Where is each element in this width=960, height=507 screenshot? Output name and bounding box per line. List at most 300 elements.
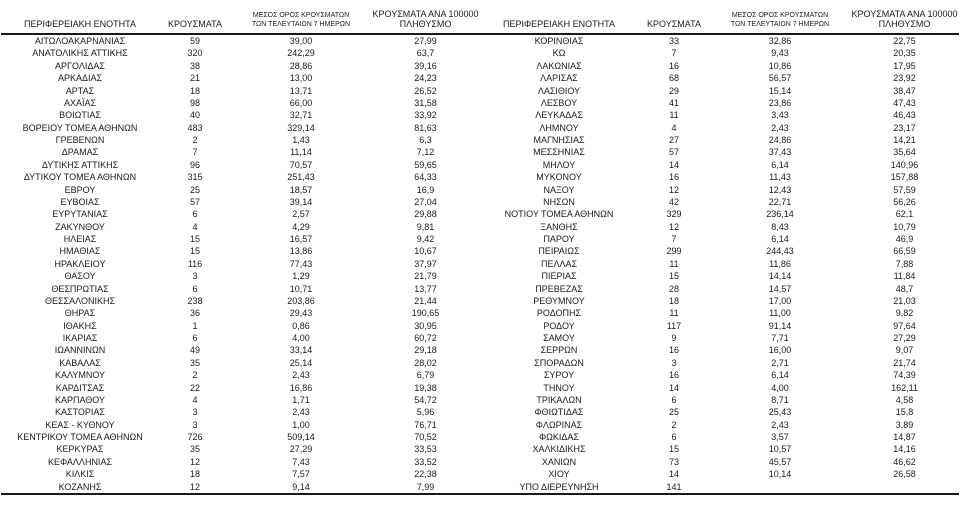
table-row xyxy=(480,332,959,344)
region-name: ΦΘΙΩΤΙΔΑΣ xyxy=(534,407,584,418)
cases-value: 483 xyxy=(187,122,203,133)
region-name: ΧΑΝΙΩΝ xyxy=(541,456,577,467)
column-header-line: ΠΛΗΘΥΣΜΟ xyxy=(399,19,452,29)
avg7-value: 2,43 xyxy=(771,122,789,133)
table-row xyxy=(1,344,480,356)
table-header-left xyxy=(1,9,480,34)
table-row xyxy=(480,184,959,196)
region-name: ΝΟΤΙΟΥ ΤΟΜΕΑ ΑΘΗΝΩΝ xyxy=(504,209,614,220)
avg7-value: 6,14 xyxy=(771,234,789,244)
cases-value: 25 xyxy=(189,184,200,195)
avg7-value: 16,00 xyxy=(768,345,792,356)
cases-value: 3 xyxy=(192,407,198,418)
avg7-value: 2,43 xyxy=(292,370,310,381)
per100k-value: 29,18 xyxy=(414,345,437,356)
cases-value: 15 xyxy=(668,444,679,455)
avg7-value: 11,14 xyxy=(290,147,312,158)
region-name: ΡΕΘΥΜΝΟΥ xyxy=(533,295,585,306)
per100k-value: 7,12 xyxy=(416,147,435,158)
per100k-value: 60,72 xyxy=(414,333,437,343)
per100k-value: 10,67 xyxy=(414,246,437,257)
column-header-line: ΠΛΗΘΥΣΜΟ xyxy=(878,19,931,29)
per100k-value: 17,95 xyxy=(893,60,916,71)
table-header-right xyxy=(480,9,959,34)
table-row xyxy=(1,146,480,158)
cases-value: 96 xyxy=(189,159,200,170)
region-name: ΚΑΛΥΜΝΟΥ xyxy=(54,370,106,381)
region-name: ΝΗΣΩΝ xyxy=(543,196,575,207)
region-name: ΛΕΥΚΑΔΑΣ xyxy=(535,110,583,121)
per100k-value: 57,59 xyxy=(893,184,916,195)
region-name: ΗΡΑΚΛΕΙΟΥ xyxy=(54,258,106,269)
avg7-value: 16,57 xyxy=(289,234,313,244)
avg7-value: 203,86 xyxy=(287,295,315,306)
avg7-value: 329,14 xyxy=(287,122,315,133)
table-row xyxy=(480,47,959,59)
table-row xyxy=(480,245,959,257)
avg7-value: 70,57 xyxy=(289,159,313,170)
per100k-value: 23,17 xyxy=(893,122,916,133)
cases-value: 329 xyxy=(666,209,682,220)
cases-value: 2 xyxy=(671,419,677,430)
cases-value: 7 xyxy=(671,48,677,59)
table-row xyxy=(1,320,480,332)
avg7-value: 3,57 xyxy=(771,432,789,442)
avg7-value: 242,29 xyxy=(287,48,315,59)
table-row xyxy=(1,481,480,494)
region-name: ΚΑΒΑΛΑΣ xyxy=(59,357,101,368)
avg7-value: 37,43 xyxy=(768,147,792,158)
per100k-value: 27,99 xyxy=(414,36,437,46)
region-name: ΛΗΜΝΟΥ xyxy=(539,122,579,133)
per100k-value: 46,9 xyxy=(895,234,914,244)
cases-value: 1 xyxy=(192,320,198,331)
avg7-value: 28,86 xyxy=(289,60,313,71)
table-row xyxy=(480,258,959,270)
header-row xyxy=(480,9,959,34)
per100k-value: 64,33 xyxy=(414,172,437,183)
table-row xyxy=(1,332,480,344)
table-row xyxy=(1,369,480,381)
table-row xyxy=(480,307,959,319)
table-row xyxy=(1,34,480,47)
avg7-value: 32,86 xyxy=(768,36,792,46)
per100k-value: 48,7 xyxy=(895,283,914,294)
avg7-value: 10,71 xyxy=(289,283,313,294)
region-name: ΠΙΕΡΙΑΣ xyxy=(541,271,577,282)
table-row xyxy=(1,109,480,121)
region-name: ΙΩΑΝΝΙΝΩΝ xyxy=(54,345,106,356)
region-name: ΚΩ xyxy=(552,48,566,59)
per100k-value: 21,74 xyxy=(893,357,916,368)
table-row xyxy=(480,369,959,381)
cases-value: 57 xyxy=(668,147,679,158)
per100k-value: 157,88 xyxy=(890,172,919,183)
region-name: ΒΟΙΩΤΙΑΣ xyxy=(59,110,101,121)
region-name: ΔΥΤΙΚΟΥ ΤΟΜΕΑ ΑΘΗΝΩΝ xyxy=(23,172,137,183)
avg7-value: 25,14 xyxy=(289,357,313,368)
avg7-value: 9,14 xyxy=(292,481,310,492)
region-table-left xyxy=(1,9,480,495)
cases-value: 29 xyxy=(668,85,679,96)
table-row xyxy=(480,34,959,47)
cases-value: 33 xyxy=(668,36,679,46)
region-name: ΣΥΡΟΥ xyxy=(543,370,575,381)
table-row xyxy=(480,208,959,220)
table-row xyxy=(1,122,480,134)
avg7-value: 0,86 xyxy=(292,320,310,331)
region-name: ΚΑΡΔΙΤΣΑΣ xyxy=(55,382,105,393)
cases-value: 726 xyxy=(187,432,203,442)
per100k-value: 162,11 xyxy=(891,382,918,393)
table-row xyxy=(1,245,480,257)
cases-value: 12 xyxy=(668,221,679,232)
table-row xyxy=(480,295,959,307)
avg7-value: 12,43 xyxy=(768,184,792,195)
avg7-value: 11,00 xyxy=(769,308,791,319)
avg7-value: 236,14 xyxy=(766,209,794,220)
region-name: ΣΕΡΡΩΝ xyxy=(540,345,578,356)
per100k-value: 21,03 xyxy=(893,295,916,306)
per100k-value: 35,64 xyxy=(893,147,916,158)
region-name: ΕΥΡΥΤΑΝΙΑΣ xyxy=(52,209,108,220)
cases-value: 49 xyxy=(189,345,200,356)
cases-value: 40 xyxy=(189,110,200,121)
table-row xyxy=(1,72,480,84)
table-row xyxy=(1,60,480,72)
region-name: ΡΟΔΟΥ xyxy=(543,320,575,331)
column-header-line: ΜΕΣΟΣ ΟΡΟΣ ΚΡΟΥΣΜΑΤΩΝ xyxy=(731,12,829,19)
table-row xyxy=(1,208,480,220)
table-row xyxy=(1,233,480,245)
region-name: ΕΥΒΟΙΑΣ xyxy=(60,196,100,207)
table-row xyxy=(480,481,959,494)
avg7-value: 2,43 xyxy=(292,407,310,418)
column-header-per100k xyxy=(371,9,480,34)
table-row xyxy=(480,60,959,72)
cases-value: 36 xyxy=(189,308,200,319)
avg7-value: 244,43 xyxy=(766,246,794,257)
region-name: ΘΕΣΣΑΛΟΝΙΚΗΣ xyxy=(44,295,116,306)
per100k-value: 22,38 xyxy=(414,469,437,480)
per100k-value: 7,88 xyxy=(895,258,914,269)
column-header-avg7 xyxy=(231,9,371,34)
region-name: ΖΑΚΥΝΘΟΥ xyxy=(55,221,105,232)
avg7-value: 1,43 xyxy=(292,135,310,145)
cases-value: 117 xyxy=(666,320,682,331)
region-name: ΤΡΙΚΑΛΩΝ xyxy=(536,394,582,405)
region-name: ΚΑΣΤΟΡΙΑΣ xyxy=(55,407,105,418)
cases-value: 98 xyxy=(189,97,200,108)
per100k-value: 28,02 xyxy=(414,357,437,368)
region-name: ΘΑΣΟΥ xyxy=(64,271,96,282)
avg7-value: 23,86 xyxy=(768,97,792,108)
region-name: ΝΑΞΟΥ xyxy=(543,184,575,195)
cases-value: 4 xyxy=(192,221,198,232)
avg7-value: 39,14 xyxy=(289,196,313,207)
per100k-value: 6,79 xyxy=(416,370,435,381)
table-row xyxy=(1,443,480,455)
region-name: ΛΕΣΒΟΥ xyxy=(540,97,578,108)
avg7-value: 16,86 xyxy=(289,382,313,393)
table-row xyxy=(480,221,959,233)
per100k-value: 37,97 xyxy=(414,258,437,269)
region-name: ΤΗΝΟΥ xyxy=(543,382,575,393)
per100k-value: 5,96 xyxy=(416,407,435,418)
avg7-value: 1,29 xyxy=(292,271,310,282)
avg7-value: 4,29 xyxy=(292,221,310,232)
cases-value: 68 xyxy=(668,73,679,84)
table-row xyxy=(1,258,480,270)
avg7-value: 39,00 xyxy=(289,36,313,46)
per100k-value: 29,88 xyxy=(414,209,437,220)
table-row xyxy=(1,196,480,208)
per100k-value: 66,59 xyxy=(893,246,916,257)
region-name: ΑΧΑΪΑΣ xyxy=(63,97,97,108)
table-row xyxy=(480,443,959,455)
avg7-value: 32,71 xyxy=(289,110,313,121)
per100k-value: 14,21 xyxy=(893,135,916,145)
region-name: ΠΕΛΛΑΣ xyxy=(540,258,578,269)
region-name: ΜΕΣΣΗΝΙΑΣ xyxy=(533,147,585,158)
cases-value: 22 xyxy=(189,382,200,393)
cases-value: 18 xyxy=(189,85,200,96)
table-row xyxy=(480,357,959,369)
region-name: ΛΑΣΙΘΙΟΥ xyxy=(537,85,581,96)
per100k-value xyxy=(850,481,959,494)
region-name: ΓΡΕΒΕΝΩΝ xyxy=(55,135,105,145)
cases-value: 7 xyxy=(192,147,198,158)
avg7-value: 2,57 xyxy=(292,209,310,220)
column-header-avg7 xyxy=(710,9,850,34)
per100k-value: 9,42 xyxy=(416,234,435,244)
per100k-value: 20,35 xyxy=(893,48,916,59)
avg7-value: 10,57 xyxy=(768,444,792,455)
per100k-value: 190,65 xyxy=(411,308,440,319)
avg7-value: 2,43 xyxy=(771,419,789,430)
table-row xyxy=(1,171,480,183)
cases-value: 2 xyxy=(192,370,198,381)
table-row xyxy=(1,406,480,418)
table-row xyxy=(1,159,480,171)
region-name: ΜΗΛΟΥ xyxy=(542,159,576,170)
column-header-line: ΚΡΟΥΣΜΑΤΑ ΑΝΑ 100000 xyxy=(372,9,479,19)
table-row xyxy=(1,47,480,59)
table-row xyxy=(1,85,480,97)
cases-value: 116 xyxy=(187,258,203,269)
column-header-line: ΜΕΣΟΣ ΟΡΟΣ ΚΡΟΥΣΜΑΤΩΝ xyxy=(252,12,350,19)
region-name: ΜΑΓΝΗΣΙΑΣ xyxy=(533,135,585,145)
per100k-value: 16,9 xyxy=(416,184,435,195)
avg7-value: 3,43 xyxy=(771,110,789,121)
avg7-value: 7,71 xyxy=(771,333,789,343)
avg7-value: 13,00 xyxy=(289,73,313,84)
per100k-value: 76,71 xyxy=(414,419,437,430)
region-name: ΚΕΦΑΛΛΗΝΙΑΣ xyxy=(47,456,113,467)
cases-value: 320 xyxy=(187,48,203,59)
avg7-value: 2,71 xyxy=(771,357,789,368)
table-row xyxy=(480,283,959,295)
region-name: ΠΑΡΟΥ xyxy=(543,234,575,244)
avg7-value: 6,14 xyxy=(771,159,789,170)
avg7-value: 8,71 xyxy=(771,394,789,405)
region-name: ΥΠΟ ΔΙΕΡΕΥΝΗΣΗ xyxy=(519,481,599,492)
per100k-value: 26,52 xyxy=(414,85,437,96)
cases-value: 238 xyxy=(187,295,203,306)
per100k-value: 31,58 xyxy=(414,97,437,108)
per100k-value: 11,84 xyxy=(893,271,916,282)
table-row xyxy=(1,382,480,394)
per100k-value: 46,62 xyxy=(893,456,916,467)
region-name: ΛΑΡΙΣΑΣ xyxy=(540,73,578,84)
region-name: ΚΕΝΤΡΙΚΟΥ ΤΟΜΕΑ ΑΘΗΝΩΝ xyxy=(17,432,143,442)
per100k-value: 39,16 xyxy=(414,60,437,71)
cases-value: 12 xyxy=(189,481,200,492)
cases-value: 16 xyxy=(668,172,679,183)
avg7-value: 22,71 xyxy=(768,196,792,207)
region-name: ΧΙΟΥ xyxy=(548,469,570,480)
cases-value: 6 xyxy=(671,432,677,442)
table-row xyxy=(480,233,959,245)
table-row xyxy=(480,468,959,480)
avg7-value: 77,43 xyxy=(289,258,313,269)
avg7-value: 8,43 xyxy=(771,221,789,232)
avg7-value: 56,57 xyxy=(768,73,792,84)
cases-value: 3 xyxy=(192,419,198,430)
region-name: ΘΗΡΑΣ xyxy=(64,308,96,319)
cases-value: 11 xyxy=(669,110,679,121)
table-row xyxy=(480,270,959,282)
cases-value: 3 xyxy=(671,357,677,368)
avg7-value: 4,00 xyxy=(292,333,310,343)
avg7-value: 14,57 xyxy=(768,283,792,294)
per100k-value: 6,3 xyxy=(419,135,432,145)
per100k-value: 7,99 xyxy=(416,481,435,492)
column-header-per100k xyxy=(850,9,959,34)
per100k-value: 21,44 xyxy=(414,295,437,306)
region-name: ΑΝΑΤΟΛΙΚΗΣ ΑΤΤΙΚΗΣ xyxy=(32,48,128,59)
table-body-right xyxy=(480,34,959,494)
table-body-left xyxy=(1,34,480,494)
avg7-value: 11,86 xyxy=(769,258,791,269)
per100k-value: 14,87 xyxy=(893,432,916,442)
avg7-value: 18,57 xyxy=(289,184,313,195)
region-name: ΡΟΔΟΠΗΣ xyxy=(536,308,582,319)
per100k-value: 59,65 xyxy=(414,159,437,170)
avg7-value: 13,71 xyxy=(289,85,313,96)
per100k-value: 62,1 xyxy=(895,209,914,220)
table-row xyxy=(480,122,959,134)
avg7-value: 13,86 xyxy=(289,246,313,257)
table-row xyxy=(480,85,959,97)
per100k-value: 46,43 xyxy=(893,110,916,121)
cases-value: 16 xyxy=(668,345,679,356)
table-row xyxy=(480,431,959,443)
avg7-value: 10,86 xyxy=(768,60,792,71)
column-header-region: ΠΕΡΙΦΕΡΕΙΑΚΗ ΕΝΟΤΗΤΑ xyxy=(502,19,616,29)
region-name: ΚΑΡΠΑΘΟΥ xyxy=(54,394,106,405)
per100k-value: 19,38 xyxy=(414,382,437,393)
cases-value: 16 xyxy=(668,370,679,381)
region-name: ΛΑΚΩΝΙΑΣ xyxy=(536,60,582,71)
table-row xyxy=(480,406,959,418)
per100k-value: 4,58 xyxy=(895,394,914,405)
avg7-value: 9,43 xyxy=(771,48,789,59)
cases-value: 18 xyxy=(668,295,679,306)
region-name: ΚΙΛΚΙΣ xyxy=(65,469,95,480)
avg7-value: 10,14 xyxy=(768,469,792,480)
column-header-region: ΠΕΡΙΦΕΡΕΙΑΚΗ ΕΝΟΤΗΤΑ xyxy=(23,19,137,29)
table-row xyxy=(480,159,959,171)
per100k-value: 15,8 xyxy=(895,407,914,418)
per100k-value: 33,92 xyxy=(414,110,437,121)
avg7-value: 1,00 xyxy=(292,419,310,430)
per100k-value: 33,53 xyxy=(414,444,437,455)
per100k-value: 38,47 xyxy=(893,85,916,96)
cases-value: 28 xyxy=(668,283,679,294)
cases-value: 73 xyxy=(668,456,679,467)
table-row xyxy=(480,109,959,121)
table-row xyxy=(1,134,480,146)
cases-value: 12 xyxy=(668,184,679,195)
cases-value: 35 xyxy=(189,444,200,455)
per100k-value: 26,58 xyxy=(893,469,916,480)
per100k-value: 10,79 xyxy=(893,221,916,232)
per100k-value: 21,79 xyxy=(414,271,437,282)
avg7-value: 4,00 xyxy=(771,382,789,393)
table-row xyxy=(1,394,480,406)
avg7-value: 45,57 xyxy=(768,456,792,467)
column-header-line: ΤΩΝ ΤΕΛΕΥΤΑΙΩΝ 7 ΗΜΕΡΩΝ xyxy=(251,20,351,28)
per100k-value: 9,81 xyxy=(416,221,435,232)
per100k-value: 23,92 xyxy=(893,73,916,84)
region-table-right xyxy=(480,9,959,495)
table-row xyxy=(480,72,959,84)
cases-value: 15 xyxy=(668,271,679,282)
avg7-value: 251,43 xyxy=(287,172,315,183)
table-row xyxy=(1,270,480,282)
per100k-value: 33,52 xyxy=(414,456,437,467)
region-name: ΗΛΕΙΑΣ xyxy=(63,234,97,244)
cases-value: 6 xyxy=(671,394,677,405)
avg7-value: 66,00 xyxy=(289,97,313,108)
avg7-value: 15,14 xyxy=(768,85,792,96)
avg7-value: 25,43 xyxy=(768,407,792,418)
table-row xyxy=(480,419,959,431)
region-name: ΣΑΜΟΥ xyxy=(543,333,575,343)
header-row xyxy=(1,9,480,34)
table-row xyxy=(1,419,480,431)
table-row xyxy=(480,394,959,406)
region-name: ΚΕΑΣ - ΚΥΘΝΟΥ xyxy=(45,419,115,430)
cases-value: 141 xyxy=(666,481,682,492)
table-row xyxy=(1,357,480,369)
region-name: ΒΟΡΕΙΟΥ ΤΟΜΕΑ ΑΘΗΝΩΝ xyxy=(22,122,138,133)
cases-value: 2 xyxy=(192,135,198,145)
per100k-value: 47,43 xyxy=(893,97,916,108)
region-name: ΑΙΤΩΛΟΑΚΑΡΝΑΝΙΑΣ xyxy=(34,36,126,46)
region-name: ΑΡΚΑΔΙΑΣ xyxy=(57,73,103,84)
region-name: ΕΒΡΟΥ xyxy=(64,184,96,195)
cases-value: 41 xyxy=(668,97,679,108)
per100k-value: 97,64 xyxy=(893,320,916,331)
table-row xyxy=(480,146,959,158)
cases-value: 299 xyxy=(666,246,682,257)
per100k-value: 27,04 xyxy=(414,196,437,207)
cases-value: 25 xyxy=(668,407,679,418)
per100k-value: 54,72 xyxy=(414,394,437,405)
table-row xyxy=(480,196,959,208)
